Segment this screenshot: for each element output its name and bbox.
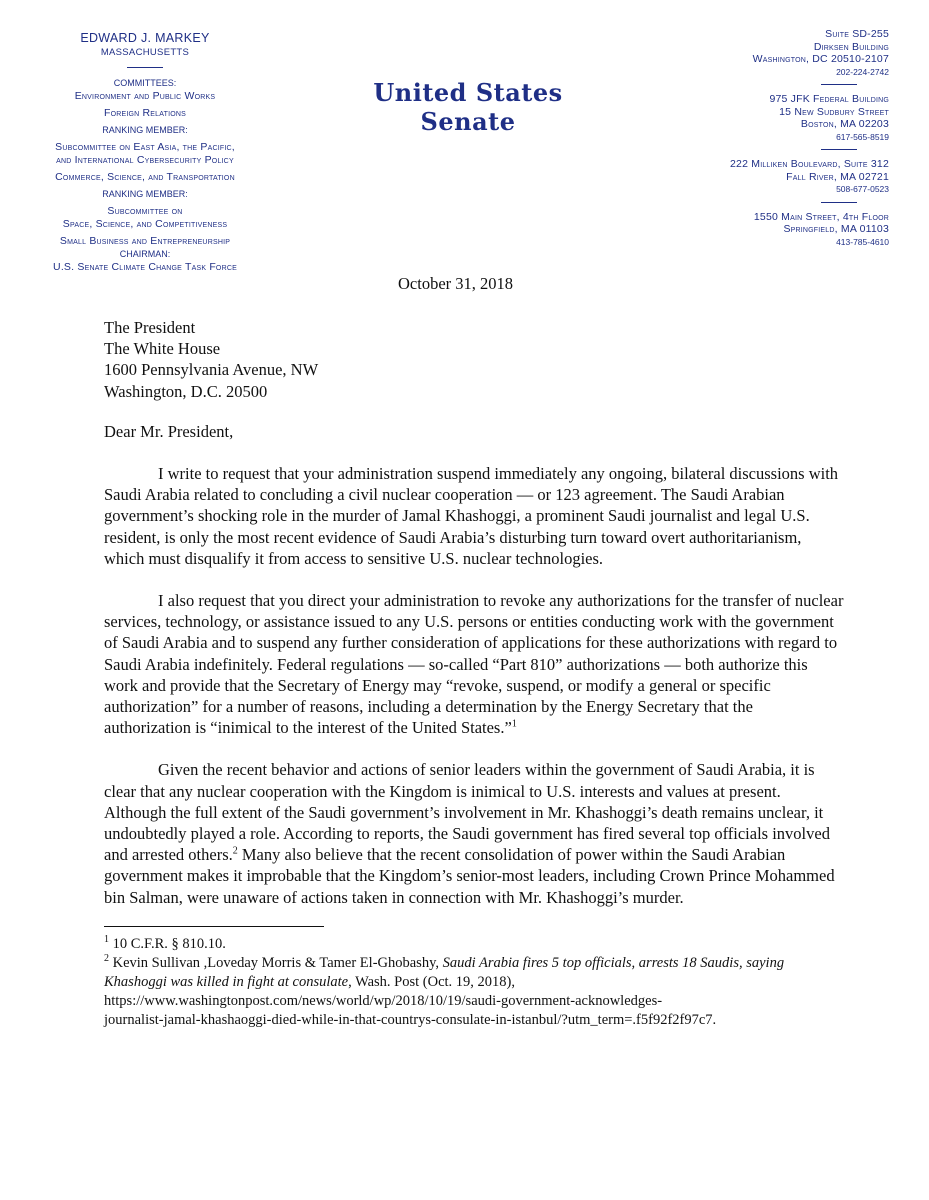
paragraph-2 [104, 590, 844, 738]
paragraph-3-text-a: Given the recent behavior and actions of senior leaders within the government of Saudi Arabia, it is clear that any nuclear cooperation with the Kingdom is inimical to U.S. interests and values at present. Although the full extent of the Saudi government’s involvement in Mr. Khashoggi’s death remains unclear, it undoubtedly played a role. According to reports, the Saudi government has fired several top officials involved and arrested others. [104, 760, 830, 865]
paragraph-3 [104, 759, 844, 907]
footnote-source: , Wash. Post (Oct. 19, 2018), [348, 973, 516, 990]
office-line: Washington, DC 20510-2107 [752, 53, 889, 65]
footnote-url: https://www.washingtonpost.com/news/world/wp/2018/10/19/saudi-government-acknowledges- [104, 992, 663, 1009]
address-line: Washington, D.C. 20500 [104, 381, 268, 401]
address-line: The White House [104, 339, 221, 359]
letter-date: October 31, 2018 [398, 274, 514, 293]
office-phone: 617-565-8519 [836, 131, 889, 142]
office-addresses [689, 28, 889, 248]
divider [127, 67, 163, 68]
footnote-article-title: Saudi Arabia fires 5 top officials, arrests 18 Saudis, saying Khashoggi was killed in fight at consulate [104, 954, 785, 990]
footnote-ref-1: 1 [511, 718, 517, 730]
office-line: Dirksen Building [813, 40, 889, 53]
committee-item: Commerce, Science, and Transportation [55, 171, 235, 183]
office-line: Springfield, MA 01103 [783, 223, 889, 235]
committee-item: Small Business and Entrepreneurship [59, 235, 231, 247]
committee-list [30, 77, 260, 274]
footnote-text: 10 C.F.R. § 810.10. [109, 935, 226, 952]
paragraph-1: I write to request that your administration suspend immediately any ongoing, bilateral discussions with Saudi Arabia related to concluding a civil nuclear cooperation — or 123 agreement. The Saudi Arabian government’s shocking role in the murder of Jamal Khashoggi, a prominent Saudi journalist and legal U.S. resident, is only the most recent evidence of Saudi Arabia’s disturbing turn toward overt authoritarianism, which must disqualify it from access to sensitive U.S. nuclear technologies. [104, 464, 839, 568]
committee-item: U.S. Senate Climate Change Task Force [53, 261, 237, 273]
paragraph-3-text-b: Many also believe that the recent consolidation of power within the Saudi Arabian government makes it improbable that the Kingdom’s senior-most leaders, including Crown Prince Mohammed bin Salman, were unaware of actions taken in connection with Mr. Khashoggi’s murder. [104, 845, 835, 907]
footnote-url: journalist-jamal-khashaoggi-died-while-in-that-countrys-consulate-in-istanbul/?utm_term=.f5f92f2f97c7. [104, 1011, 717, 1028]
committee-heading: COMMITTEES: [113, 78, 177, 88]
footnote-number: 1 [104, 934, 109, 946]
office-line: 975 JFK Federal Building [769, 93, 889, 105]
footnote-ref-2: 2 [232, 845, 238, 857]
office-line: 15 New Sudbury Street [779, 105, 889, 118]
footnote-divider [104, 926, 324, 927]
committee-item: Subcommittee on [107, 205, 183, 217]
footnotes [104, 935, 844, 1030]
office-line: 1550 Main Street, 4th Floor [753, 210, 889, 223]
letterhead [0, 0, 929, 300]
committee-item: Subcommittee on East Asia, the Pacific, [55, 141, 235, 153]
address-line: 1600 Pennsylvania Avenue, NW [104, 360, 319, 380]
salutation: Dear Mr. President, [104, 421, 234, 441]
divider [821, 84, 857, 85]
senator-block [30, 30, 260, 274]
office-phone: 508-677-0523 [836, 184, 889, 194]
senate-title: United States Senate [373, 78, 563, 136]
committee-item: Environment and Public Works [74, 90, 216, 102]
office-line: Suite SD-255 [825, 28, 889, 40]
committee-heading: RANKING MEMBER: [102, 189, 188, 199]
footnote-number: 2 [104, 953, 109, 965]
letter-body [104, 317, 844, 1030]
committee-heading: RANKING MEMBER: [102, 125, 188, 135]
footnote-1 [104, 935, 844, 954]
office-phone: 202-224-2742 [836, 66, 889, 77]
committee-heading: CHAIRMAN: [119, 249, 171, 259]
committee-item: Space, Science, and Competitiveness [62, 218, 228, 230]
committee-item: and International Cybersecurity Policy [56, 154, 234, 166]
senator-state: MASSACHUSETTS [100, 47, 190, 58]
committee-item: Foreign Relations [103, 107, 187, 119]
office-line: Fall River, MA 02721 [786, 170, 889, 183]
divider [821, 202, 857, 203]
senator-name: EDWARD J. MARKEY [80, 31, 210, 45]
address-line: The President [104, 318, 196, 337]
footnote-authors: Kevin Sullivan ,Loveday Morris & Tamer El-Ghobashy, [109, 954, 443, 971]
footnote-2 [104, 954, 844, 992]
recipient-address [104, 317, 844, 402]
office-line: Boston, MA 02203 [800, 118, 889, 130]
office-line: 222 Milliken Boulevard, Suite 312 [730, 158, 889, 170]
divider [821, 149, 857, 150]
paragraph-2-text: I also request that you direct your administration to revoke any authorizations for the transfer of nuclear services, technology, or assistance issued to any U.S. persons or entities conducting work with the government of Saudi Arabia and to suspend any further consideration of applications for these authorizations with regard to Saudi Arabia indefinitely. Federal regulations — so-called “Part 810” authorizations — both authorize this work and provide that the Secretary of Energy may “revoke, suspend, or modify a general or specific authorization” for a number of reasons, including a determination by the Energy Secretary that the authorization is “inimical to the interest of the United States.” [104, 591, 844, 738]
office-phone: 413-785-4610 [836, 236, 889, 247]
